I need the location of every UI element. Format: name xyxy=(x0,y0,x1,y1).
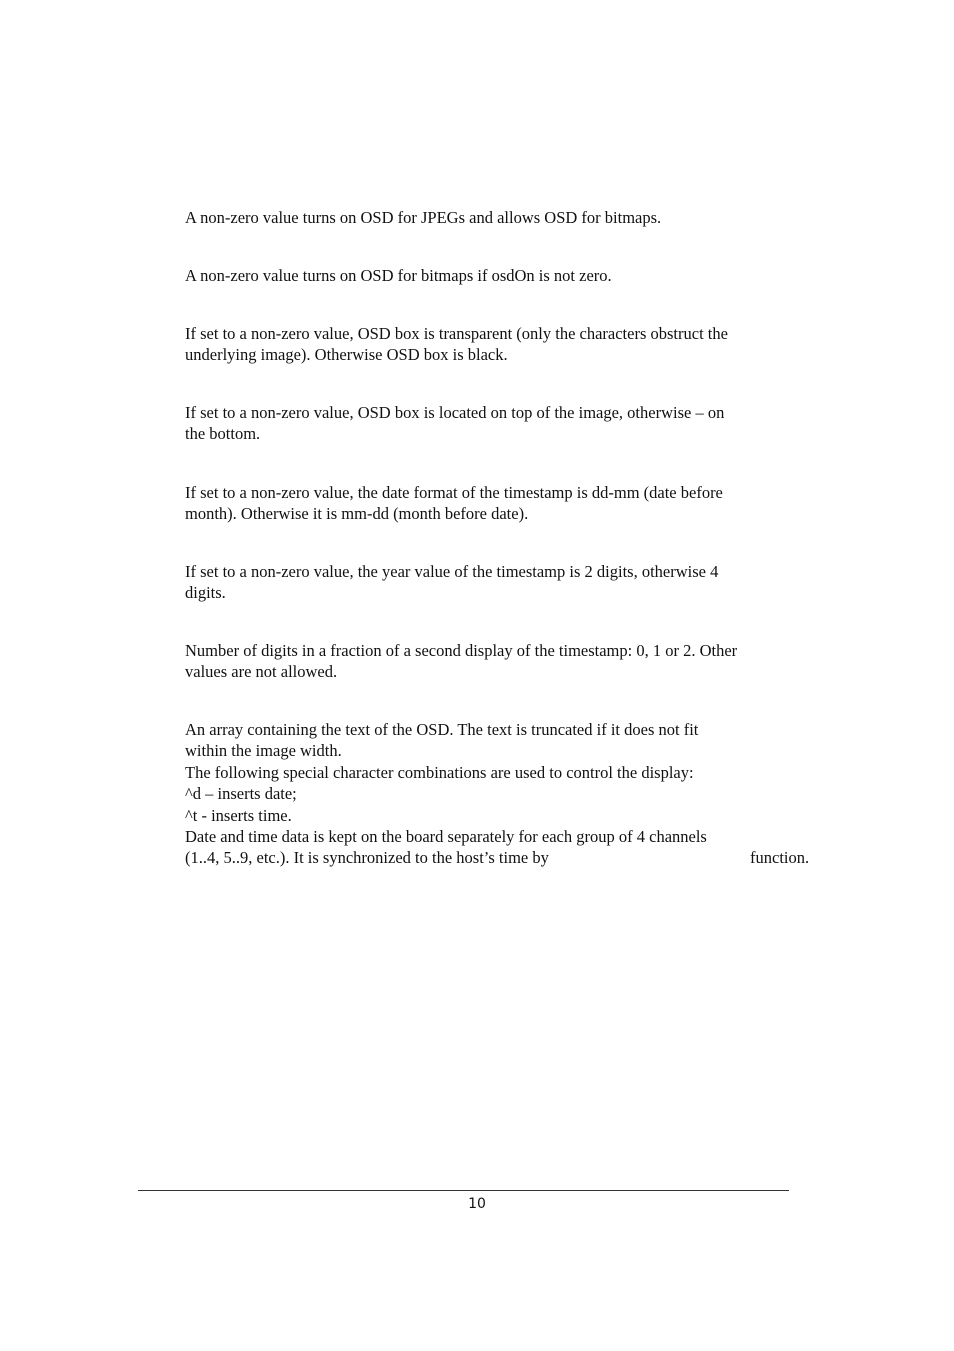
paragraph-osd-position xyxy=(185,402,825,445)
text-line: values are not allowed. xyxy=(185,662,338,682)
paragraph-fraction-digits xyxy=(185,640,825,683)
text-line: If set to a non-zero value, OSD box is located on top of the image, otherwise – on xyxy=(185,403,725,422)
page-number: 10 xyxy=(468,1196,486,1212)
sync-text-end: function. xyxy=(750,848,810,868)
text-line: ^t - inserts time. xyxy=(185,805,292,825)
text-line: Number of digits in a fraction of a second display of the timestamp: 0, 1 or 2. Other xyxy=(185,641,738,660)
paragraph-osd-text xyxy=(185,719,825,869)
text-line: If set to a non-zero value, the date format of the timestamp is dd-mm (date before xyxy=(185,483,723,502)
paragraph-osd-bitmaps xyxy=(185,265,825,286)
text-line: within the image width. xyxy=(185,741,342,761)
text-line: Date and time data is kept on the board separately for each group of 4 channels xyxy=(185,827,707,847)
paragraph-date-format xyxy=(185,482,825,525)
text-line: the bottom. xyxy=(185,424,261,444)
text-line: digits. xyxy=(185,583,226,603)
paragraph-osd-on xyxy=(185,207,825,228)
sync-text-line xyxy=(185,847,825,868)
paragraph-year-digits xyxy=(185,561,825,604)
text-line: An array containing the text of the OSD. The text is truncated if it does not fit xyxy=(185,720,699,739)
footer-divider xyxy=(138,1190,789,1191)
text-line: A non-zero value turns on OSD for bitmaps if osdOn is not zero. xyxy=(185,266,612,285)
paragraph-osd-transparent xyxy=(185,323,825,366)
text-line: If set to a non-zero value, the year value of the timestamp is 2 digits, otherwise 4 xyxy=(185,562,719,581)
text-line: month). Otherwise it is mm-dd (month before date). xyxy=(185,504,529,524)
text-line: underlying image). Otherwise OSD box is black. xyxy=(185,345,508,365)
text-line: The following special character combinations are used to control the display: xyxy=(185,762,694,782)
text-line: If set to a non-zero value, OSD box is transparent (only the characters obstruct the xyxy=(185,324,728,343)
text-line: ^d – inserts date; xyxy=(185,784,297,804)
sync-text-start: (1..4, 5..9, etc.). It is synchronized to the host’s time by xyxy=(185,848,549,868)
text-line: A non-zero value turns on OSD for JPEGs and allows OSD for bitmaps. xyxy=(185,208,662,227)
